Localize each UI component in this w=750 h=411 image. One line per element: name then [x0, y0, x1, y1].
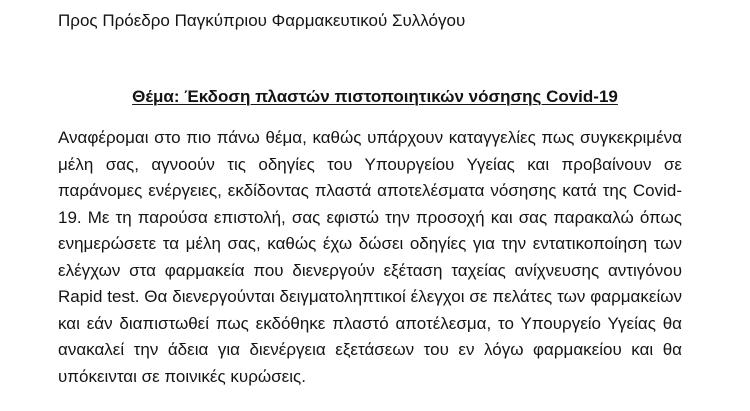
letter-body	[58, 125, 682, 390]
letter-addressee: Προς Πρόεδρο Παγκύπριου Φαρμακευτικού Συλλόγου	[58, 11, 466, 30]
letter-subject: Θέμα: Έκδοση πλαστών πιστοποιητικών νόσησης Covid-19	[132, 87, 618, 106]
body-line: 19. Με τη παρούσα επιστολή, σας εφιστώ την προσοχή και σας παρακαλώ όπως	[58, 207, 682, 227]
body-line: μέλη σας, αγνοούν τις οδηγίες του Υπουργείου Υγείας και προβαίνουν σε	[58, 154, 682, 174]
body-line: Αναφέρομαι στο πιο πάνω θέμα, καθώς υπάρχουν καταγγελίες πως συγκεκριμένα	[58, 128, 682, 147]
body-line: Rapid test. Θα διενεργούνται δειγματοληπτικοί έλεγχοι σε πελάτες των φαρμακείων	[58, 287, 682, 306]
body-line: υπόκεινται σε ποινικές κυρώσεις.	[58, 366, 306, 386]
body-line: και εάν διαπιστωθεί πως εκδόθηκε πλαστό αποτέλεσμα, το Υπουργείο Υγείας θα	[58, 313, 682, 333]
body-line: ενημερώσετε τα μέλη σας, καθώς έχω δώσει οδηγίες για την εντατικοποίηση των	[58, 234, 682, 253]
body-line: παράνομες ενέργειες, εκδίδοντας πλαστά αποτελέσματα νόσησης κατά της Covid-	[58, 181, 682, 200]
body-line: ανακαλεί την άδεια για διενέργεια εξετάσεων του εν λόγω φαρμακείου και θα	[58, 340, 682, 359]
body-line: ελέγχων στα φαρμακεία που διενεργούν εξέταση ταχείας ανίχνευσης αντιγόνου	[58, 260, 682, 280]
